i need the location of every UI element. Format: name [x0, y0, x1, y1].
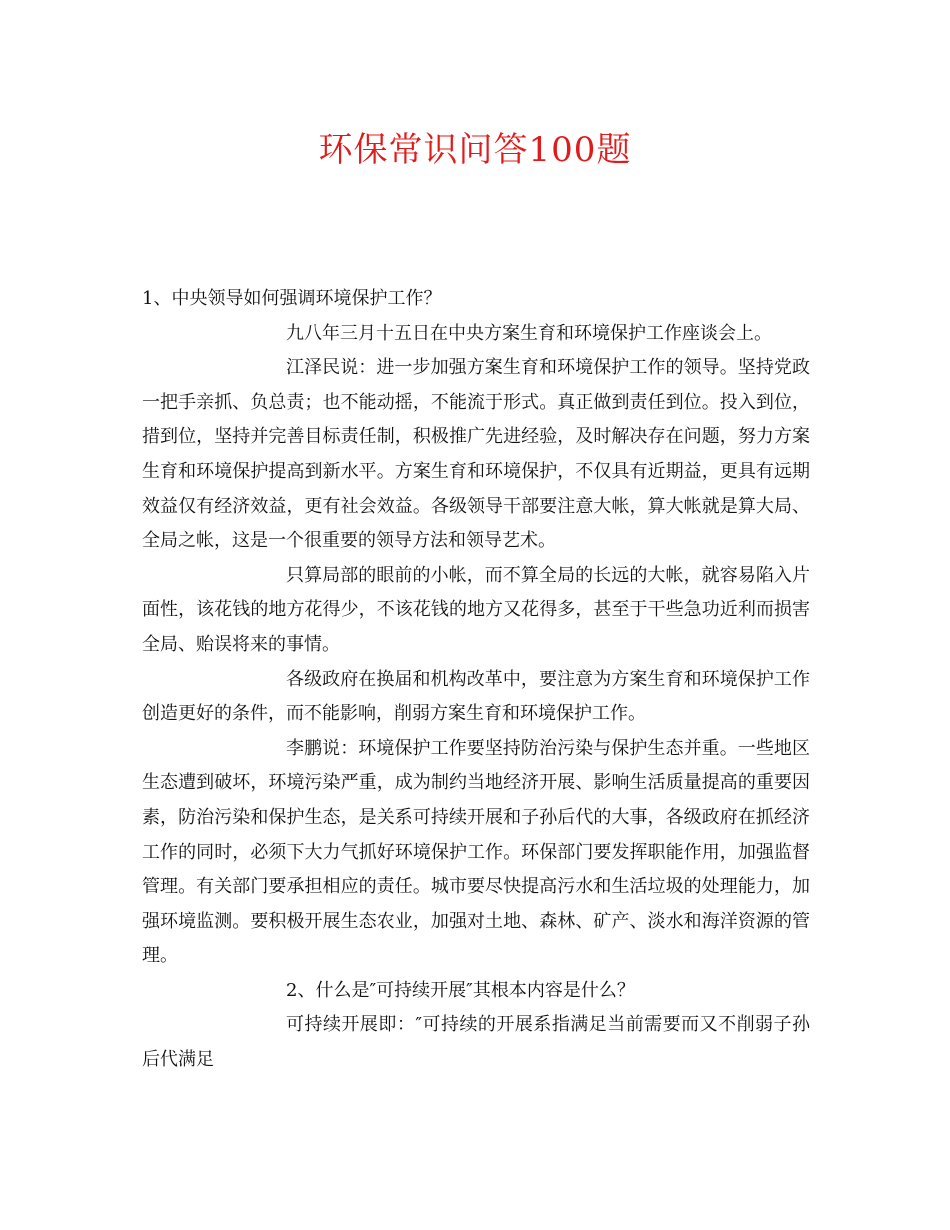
paragraph-meeting-date: 九八年三月十五日在中央方案生育和环境保护工作座谈会上。: [286, 322, 772, 344]
document-body: [142, 282, 810, 1078]
document-title: 环保常识问答100题: [318, 130, 632, 170]
paragraph-jiang-zemin: 江泽民说：进一步加强方案生育和环境保护工作的领导。坚持党政一把手亲抓、负总责；也不能动摇，不能流于形式。真正做到责任到位。投入到位，措到位，坚持并完善目标责任制，积极推广先进经验，及时解决存在问题，努力方案生育和环境保护提高到新水平。方案生育和环境保护，不仅具有近期益，更具有远期效益仅有经济效益，更有社会效益。各级领导干部要注意大帐，算大帐就是算大局、全局之帐，这是一个很重要的领导方法和领导艺术。: [142, 357, 810, 552]
question-1-heading: 1、中央领导如何强调环境保护工作？: [142, 288, 442, 309]
question-2-heading: 2、什么是″可持续开展″其根本内容是什么？: [286, 979, 635, 1001]
paragraph-local-accounts: 只算局部的眼前的小帐，而不算全局的长远的大帐，就容易陷入片面性，该花钱的地方花得少，不该花钱的地方又花得多，甚至于干些急功近利而损害全局、贻误将来的事情。: [142, 564, 810, 655]
paragraph-government-reform: 各级政府在换届和机构改革中，要注意为方案生育和环境保护工作创造更好的条件，而不能影响，削弱方案生育和环境保护工作。: [142, 668, 810, 725]
paragraph-li-peng: 李鹏说：环境保护工作要坚持防治污染与保护生态并重。一些地区生态遭到破坏，环境污染严重，成为制约当地经济开展、影响生活质量提高的重要因素，防治污染和保护生态，是关系可持续开展和子孙后代的大事，各级政府在抓经济工作的同时，必须下大力气抓好环境保护工作。环保部门要发挥职能作用，加强监督管理。有关部门要承担相应的责任。城市要尽快提高污水和生活垃圾的处理能力，加强环境监测。要积极开展生态农业，加强对土地、森林、矿产、淡水和海洋资源的管理。: [142, 737, 810, 967]
paragraph-sustainable-definition: 可持续开展即：″可持续的开展系指满足当前需要而又不削弱子孙后代满足: [142, 1014, 810, 1071]
